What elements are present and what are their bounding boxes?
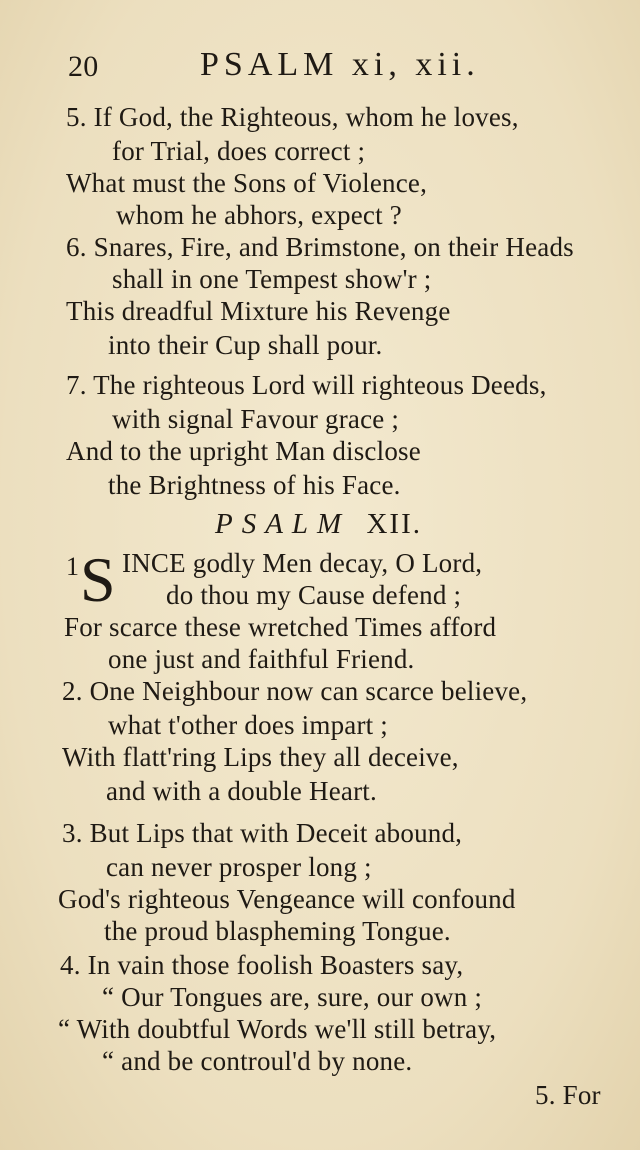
- verse-line: with signal Favour grace ;: [112, 404, 400, 434]
- verse-line: can never prosper long ;: [106, 852, 372, 882]
- verse-line: INCE godly Men decay, O Lord,: [122, 548, 483, 578]
- verse-line: What must the Sons of Violence,: [66, 168, 428, 198]
- verse-line: into their Cup shall pour.: [108, 330, 383, 360]
- verse-line: 4. In vain those foolish Boasters say,: [60, 950, 464, 980]
- running-header: PSALM xi, xii.: [200, 46, 480, 83]
- verse-line: shall in one Tempest show'r ;: [112, 264, 432, 294]
- verse-line: With flatt'ring Lips they all deceive,: [62, 742, 459, 772]
- drop-cap: S: [80, 544, 116, 615]
- verse-line: This dreadful Mixture his Revenge: [66, 296, 451, 326]
- catchword: 5. For: [535, 1080, 601, 1110]
- verse-line: “ and be controul'd by none.: [102, 1046, 413, 1076]
- verse-line: the proud blaspheming Tongue.: [104, 916, 451, 946]
- verse-line: 5. If God, the Righteous, whom he loves,: [66, 102, 519, 132]
- verse-line: the Brightness of his Face.: [108, 470, 401, 500]
- psalm-title-number: XII.: [366, 508, 422, 540]
- verse-line: 6. Snares, Fire, and Brimstone, on their Heads: [66, 232, 574, 262]
- verse-line: God's righteous Vengeance will confound: [58, 884, 516, 914]
- verse-line: 7. The righteous Lord will righteous Deeds,: [66, 370, 547, 400]
- verse-line: do thou my Cause defend ;: [166, 580, 462, 610]
- psalm-title-word: PSALM: [215, 508, 351, 540]
- verse-line: “ Our Tongues are, sure, our own ;: [102, 982, 483, 1012]
- verse-line: 2. One Neighbour now can scarce believe,: [62, 676, 528, 706]
- verse-line: whom he abhors, expect ?: [116, 200, 402, 230]
- verse-line: and with a double Heart.: [106, 776, 377, 806]
- psalm-title: [215, 508, 422, 541]
- verse-line: for Trial, does correct ;: [112, 136, 366, 166]
- verse-line: 3. But Lips that with Deceit abound,: [62, 818, 463, 848]
- verse-number: 1: [66, 552, 79, 581]
- verse-line: what t'other does impart ;: [108, 710, 388, 740]
- verse-line: one just and faithful Friend.: [108, 644, 415, 674]
- verse-line: “ With doubtful Words we'll still betray,: [58, 1014, 497, 1044]
- page-number: 20: [68, 50, 99, 83]
- verse-line: And to the upright Man disclose: [66, 436, 421, 466]
- verse-line: For scarce these wretched Times afford: [64, 612, 497, 642]
